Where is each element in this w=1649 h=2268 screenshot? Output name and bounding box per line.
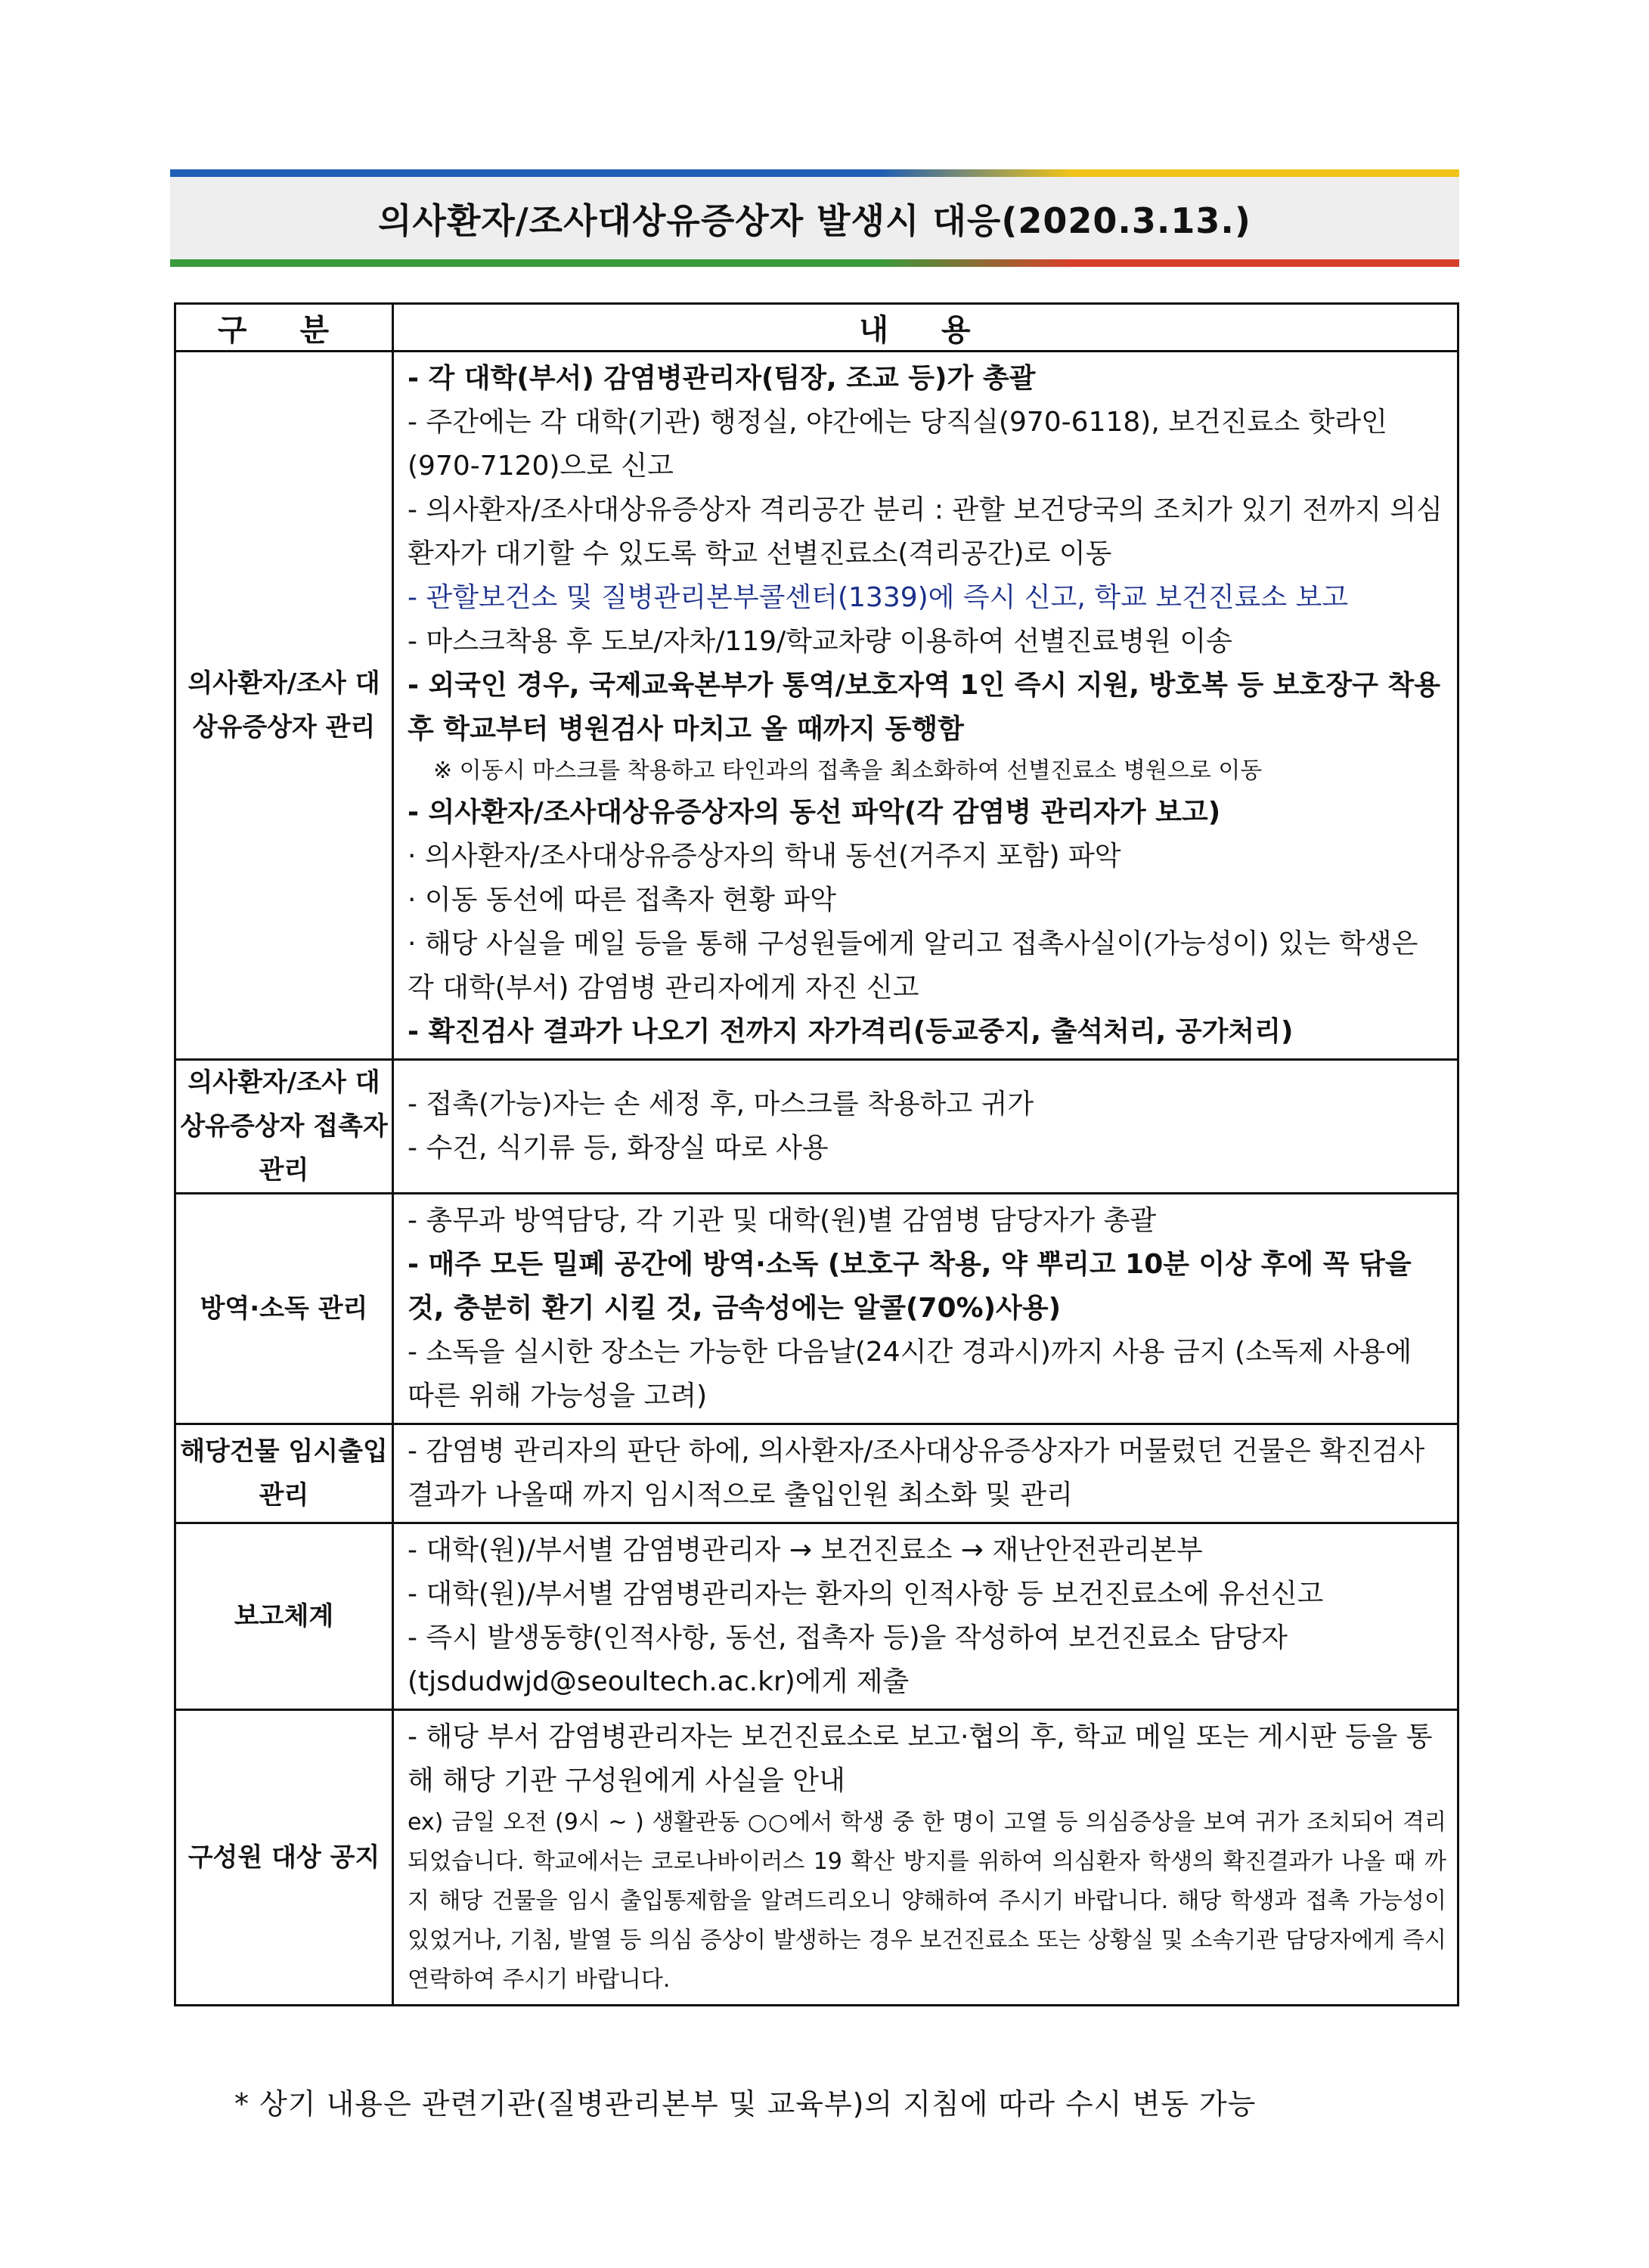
list-item: - 대학(원)/부서별 감염병관리자는 환자의 인적사항 등 보건진료소에 유선신고: [408, 1579, 1324, 1610]
row-content: [393, 1194, 1458, 1424]
row-content: [393, 1060, 1458, 1194]
title-stripe-bottom: [170, 259, 1459, 267]
row-content: [393, 352, 1458, 1060]
table-row: [175, 1194, 1458, 1424]
table-row: [175, 1424, 1458, 1523]
list-item: - 대학(원)/부서별 감염병관리자 → 보건진료소 → 재난안전관리본부: [408, 1535, 1203, 1566]
list-item: - 의사환자/조사대상유증상자 격리공간 분리 : 관할 보건당국의 조치가 있기 전까지 의심환자가 대기할 수 있도록 학교 선별진료소(격리공간)로 이동: [408, 494, 1443, 569]
list-item: - 총무과 방역담당, 각 기관 및 대학(원)별 감염병 담당자가 총괄: [408, 1205, 1157, 1236]
table-row: [175, 1060, 1458, 1194]
row-label: 구성원 대상 공지: [175, 1710, 393, 2006]
list-item: - 의사환자/조사대상유증상자의 동선 파악(각 감염병 관리자가 보고): [408, 797, 1221, 828]
response-table: [174, 302, 1459, 2006]
row-label: 해당건물 임시출입관리: [175, 1424, 393, 1523]
table-row: [175, 352, 1458, 1060]
list-item: · 해당 사실을 메일 등을 통해 구성원들에게 알리고 접촉사실이(가능성이) 있는 학생은 각 대학(부서) 감염병 관리자에게 자진 신고: [408, 928, 1418, 1003]
list-item: - 수건, 식기류 등, 화장실 따로 사용: [408, 1132, 829, 1163]
list-item: · 이동 동선에 따른 접촉자 현황 파악: [408, 885, 836, 916]
list-item: - 각 대학(부서) 감염병관리자(팀장, 조교 등)가 총괄: [408, 363, 1036, 394]
example-notice: ex) 금일 오전 (9시 ~ ) 생활관동 ○○에서 학생 중 한 명이 고열 등 의심증상을 보여 귀가 조치되어 격리되었습니다. 학교에서는 코로나바이러스 19 확산 방지를 위하여 의심환자 학생의 확진결과가 나올 때 까지 해당 건물을 임시 출입통제함을 알려드리오니 양해하여 주시기 바랍니다. 해당 학생과 접촉 가능성이 있었거나, 기침, 발열 등 의심 증상이 발생하는 경우 보건진료소 또는 상황실 및 소속기관 담당자에게 즉시 연락하여 주시기 바랍니다.: [408, 1809, 1446, 1993]
list-item: - 감염병 관리자의 판단 하에, 의사환자/조사대상유증상자가 머물렀던 건물은 확진검사 결과가 나올때 까지 임시적으로 출입인원 최소화 및 관리: [408, 1436, 1425, 1510]
page-title: 의사환자/조사대상유증상자 발생시 대응(2020.3.13.): [378, 200, 1251, 241]
header-category: 구 분: [175, 304, 393, 352]
list-item: - 소독을 실시한 장소는 가능한 다음날(24시간 경과시)까지 사용 금지 (소독제 사용에 따른 위해 가능성을 고려): [408, 1337, 1412, 1411]
list-item: - 접촉(가능)자는 손 세정 후, 마스크를 착용하고 귀가: [408, 1089, 1034, 1120]
list-item: - 주간에는 각 대학(기관) 행정실, 야간에는 당직실(970-6118), 보건진료소 핫라인(970-7120)으로 신고: [408, 407, 1387, 482]
list-item: - 해당 부서 감염병관리자는 보건진료소로 보고·협의 후, 학교 메일 또는 게시판 등을 통해 해당 기관 구성원에게 사실을 안내: [408, 1721, 1433, 1796]
list-item: - 마스크착용 후 도보/자차/119/학교차량 이용하여 선별진료병원 이송: [408, 626, 1232, 657]
header-content: 내 용: [393, 304, 1458, 352]
table-row: [175, 1523, 1458, 1710]
row-content: [393, 1523, 1458, 1710]
row-content: [393, 1710, 1458, 2006]
list-item: - 확진검사 결과가 나오기 전까지 자가격리(등교중지, 출석처리, 공가처리): [408, 1016, 1294, 1047]
footer-note: * 상기 내용은 관련기관(질병관리본부 및 교육부)의 지침에 따라 수시 변동 가능: [234, 2087, 1257, 2121]
note-item: ※ 이동시 마스크를 착용하고 타인과의 접촉을 최소화하여 선별진료소 병원으로 이동: [433, 758, 1263, 784]
list-item: - 즉시 발생동향(인적사항, 동선, 접촉자 등)을 작성하여 보건진료소 담당자 (tjsdudwjd@seoultech.ac.kr)에게 제출: [408, 1622, 1288, 1697]
row-content: [393, 1424, 1458, 1523]
list-item: - 매주 모든 밀폐 공간에 방역·소독 (보호구 착용, 약 뿌리고 10분 이상 후에 꼭 닦을 것, 충분히 환기 시킬 것, 금속성에는 알콜(70%)사용): [408, 1249, 1412, 1324]
row-label: 의사환자/조사 대상유증상자 관리: [175, 352, 393, 1060]
list-item: · 의사환자/조사대상유증상자의 학내 동선(거주지 포함) 파악: [408, 841, 1121, 872]
row-label: 보고체계: [175, 1523, 393, 1710]
table-header-row: [175, 304, 1458, 352]
title-stripe-top: [170, 169, 1459, 177]
list-item: - 관할보건소 및 질병관리본부콜센터(1339)에 즉시 신고, 학교 보건진료소 보고: [408, 582, 1349, 613]
title-banner: [170, 177, 1459, 259]
list-item: - 외국인 경우, 국제교육본부가 통역/보호자역 1인 즉시 지원, 방호복 등 보호장구 착용 후 학교부터 병원검사 마치고 올 때까지 동행함: [408, 670, 1440, 745]
row-label: 의사환자/조사 대상유증상자 접촉자 관리: [175, 1060, 393, 1194]
row-label: 방역·소독 관리: [175, 1194, 393, 1424]
table-row: [175, 1710, 1458, 2006]
